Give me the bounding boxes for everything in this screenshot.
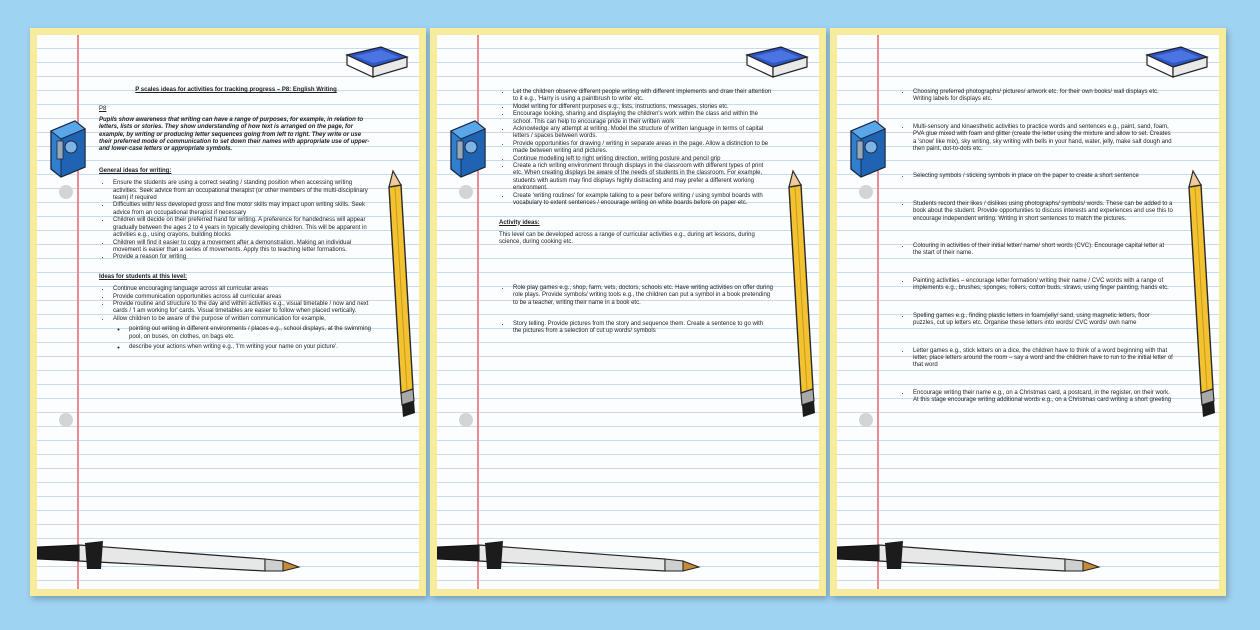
- list-item: • Model writing for different purposes e.g., lists, instructions, messages, stories etc.: [511, 104, 773, 111]
- list-item: • Difficulties with/ less developed gross and fine motor skills may impact upon writing skills. Seek advice from an occupational therapist if necessary: [111, 202, 373, 217]
- list-item: • Selecting symbols / sticking symbols in place on the paper to create a short sentence: [911, 173, 1173, 180]
- binder-hole-icon: [859, 185, 873, 199]
- general-ideas-list: [99, 180, 373, 261]
- list-item: • Encourage looking, sharing and displaying the children's work within the class and within the school. This can help to encourage pride in their written work: [511, 111, 773, 126]
- level-description: Pupils show awareness that writing can have a range of purposes, for example, in relation to letters, lists or stories. They show understanding of how text is arranged on the page, for example, by writing or producing letter sequences going from left to right. They write or use their preferred mode of communication to set down their names with appropriate use of upper- and lower-case letters or appropriate symbols.: [99, 116, 370, 153]
- page-title: P scales ideas for activities for tracking progress – P8: English Writing: [135, 87, 337, 93]
- list-item: • Provide opportunities for drawing / writing in separate areas in the page. Allow a distinction to be made between writing and pictures.: [511, 141, 773, 156]
- page-2-text: [499, 89, 773, 350]
- list-item: • Spelling games e.g., finding plastic letters in foam/jelly/ sand, using magnetic letters, floor puzzles, cut up letters etc. Organise these letters into words/ CVC words/ own name: [911, 313, 1173, 328]
- binder-hole-icon: [59, 413, 73, 427]
- list-item: • Choosing preferred photographs/ pictures/ artwork etc. for their own books/ wall displays etc. Writing labels for displays etc.: [911, 89, 1173, 104]
- list-item: • Let the children observe different people writing with different implements and draw their attention to it e.g., 'Harry is using a paintbrush to write' etc.: [511, 89, 773, 104]
- binder-hole-icon: [459, 185, 473, 199]
- lined-paper: [437, 35, 819, 589]
- student-ideas-list: [99, 286, 373, 351]
- list-item: [111, 316, 373, 352]
- sub-list-item: ◦ pointing out writing in different environments / places e.g., school displays, at the swimming pool, on buses, on clothes, on bags etc.: [127, 326, 373, 341]
- activity-ideas-list: [499, 285, 773, 336]
- worksheet-page-1: [30, 28, 426, 596]
- eraser-icon: [741, 45, 811, 81]
- page-3-text: [899, 89, 1173, 425]
- list-item: • Provide communication opportunities across all curricular areas: [111, 294, 373, 301]
- lined-paper: [37, 35, 419, 589]
- eraser-icon: [341, 45, 411, 81]
- student-ideas-heading: Ideas for students at this level:: [99, 273, 188, 280]
- activity-intro: This level can be developed across a range of curricular activities e.g., during art lessons, during science, during cooking etc.: [499, 231, 755, 246]
- pencil-icon: [1183, 167, 1219, 419]
- list-item: • Students record their likes / dislikes using photographs/ symbols/ words. These can be added to a book about the student. Provide opportunities to discuss interests and experiences and use this to encourage independent writing. Writing in short sentences to match the pictures.: [911, 201, 1173, 223]
- list-item: • Children will decide on their preferred hand for writing. A preference for handedness will appear gradually between the ages 2 to 4 years in typically developing children. This will be apparent in activities e.g., using crayons, building blocks: [111, 217, 373, 239]
- list-item: • Role play games e.g., shop, farm, vets, doctors, schools etc. Have writing activities on offer during role plays. Provide symbols/ writing tools e.g., the children can put a symbol in a book pretending to be a teacher, writing their name in a book etc.: [511, 285, 773, 307]
- list-item: • Continue modelling left to right writing direction, writing posture and pencil grip: [511, 156, 773, 163]
- pencil-icon: [383, 167, 419, 419]
- list-item: • Children will find it easier to copy a movement after a demonstration. Making an individual movement is easier than a series of movements. Apply this to teaching letter formations.: [111, 240, 373, 255]
- ideas-list-continued: [499, 89, 773, 208]
- page-1-text: [99, 87, 373, 363]
- list-item-text: Allow children to be aware of the purpose of written communication for example,: [113, 315, 326, 322]
- list-item: • Acknowledge any attempt at writing. Model the structure of written language in terms of capital letters / spaces between words.: [511, 126, 773, 141]
- list-item: • Provide a reason for writing: [111, 254, 373, 261]
- pencil-sharpener-icon: [845, 117, 889, 179]
- sub-list-item: ◦ describe your actions when writing e.g., 'I'm writing your name on your picture'.: [127, 344, 373, 351]
- list-item: • Create 'writing routines' for example talking to a peer before writing / using symbol boards with vocabulary to extent sentences / encourage writing on white boards before on paper etc.: [511, 193, 773, 208]
- pen-icon: [837, 539, 1105, 579]
- eraser-icon: [1141, 45, 1211, 81]
- binder-hole-icon: [859, 413, 873, 427]
- pen-icon: [37, 539, 305, 579]
- list-item: • Create a rich writing environment through displays in the classroom with different types of print etc. When creating displays be aware of the needs of students in the classroom. For example, students with autism may find displays highly distracting and may prefer a different working environment.: [511, 163, 773, 193]
- level-tag: P8: [99, 106, 107, 113]
- pencil-sharpener-icon: [45, 117, 89, 179]
- list-item: • Colouring in activities of their initial letter/ name/ short words (CVC). Encourage capital letter at the start of their name.: [911, 243, 1173, 258]
- binder-hole-icon: [59, 185, 73, 199]
- list-item: • Continue encouraging language across all curricular areas: [111, 286, 373, 293]
- list-item: • Encourage writing their name e.g., on a Christmas card, a postcard, in the register, on their work. At this stage encourage writing additional words e.g., on a Christmas card writing a short greeting: [911, 390, 1173, 405]
- list-item: • Letter games e.g., stick letters on a dice, the children have to think of a word beginning with that letter, place letters around the room – say a word and the children have to run to the initial letter of that word: [911, 348, 1173, 370]
- worksheet-page-2: [430, 28, 826, 596]
- pen-icon: [437, 539, 705, 579]
- sub-list: [113, 326, 373, 351]
- lined-paper: [837, 35, 1219, 589]
- activity-ideas-list-continued: [899, 89, 1173, 405]
- worksheet-page-3: [830, 28, 1226, 596]
- activity-ideas-heading: Activity ideas:: [499, 219, 540, 226]
- general-ideas-heading: General ideas for writing:: [99, 167, 172, 174]
- list-item: • Story telling. Provide pictures from the story and sequence them. Create a sentence to go with the pictures from a selection of cut up words/ symbols: [511, 321, 773, 336]
- list-item: • Painting activities – encourage letter formation/ writing their name / CVC words with a range of implements e.g., brushes, sponges, rollers, cotton buds, straws, using finger painting, hands etc.: [911, 278, 1173, 293]
- pencil-icon: [783, 167, 819, 419]
- list-item: • Multi-sensory and kinaesthetic activities to practice words and sentences e.g., paint, sand, foam, PVA glue mixed with foam and glitter (create the letter using the mixture and allow to set. Creates a 'snow' like mix), sky writing, sky writing with bells in your hand, water, jelly, make salt dough and then paint, dot-to-dots etc.: [911, 124, 1173, 154]
- binder-hole-icon: [459, 413, 473, 427]
- pencil-sharpener-icon: [445, 117, 489, 179]
- list-item: • Provide routine and structure to the day and within activities e.g., visual timetable / now and next cards / 'I am working for' cards. Visual timetables are easier to follow when placed vertically.: [111, 301, 373, 316]
- list-item: • Ensure the students are using a correct seating / standing position when accessing writing activities. Seek advice from an occupational therapist (or other members of the multi-disciplinary team) if required: [111, 180, 373, 202]
